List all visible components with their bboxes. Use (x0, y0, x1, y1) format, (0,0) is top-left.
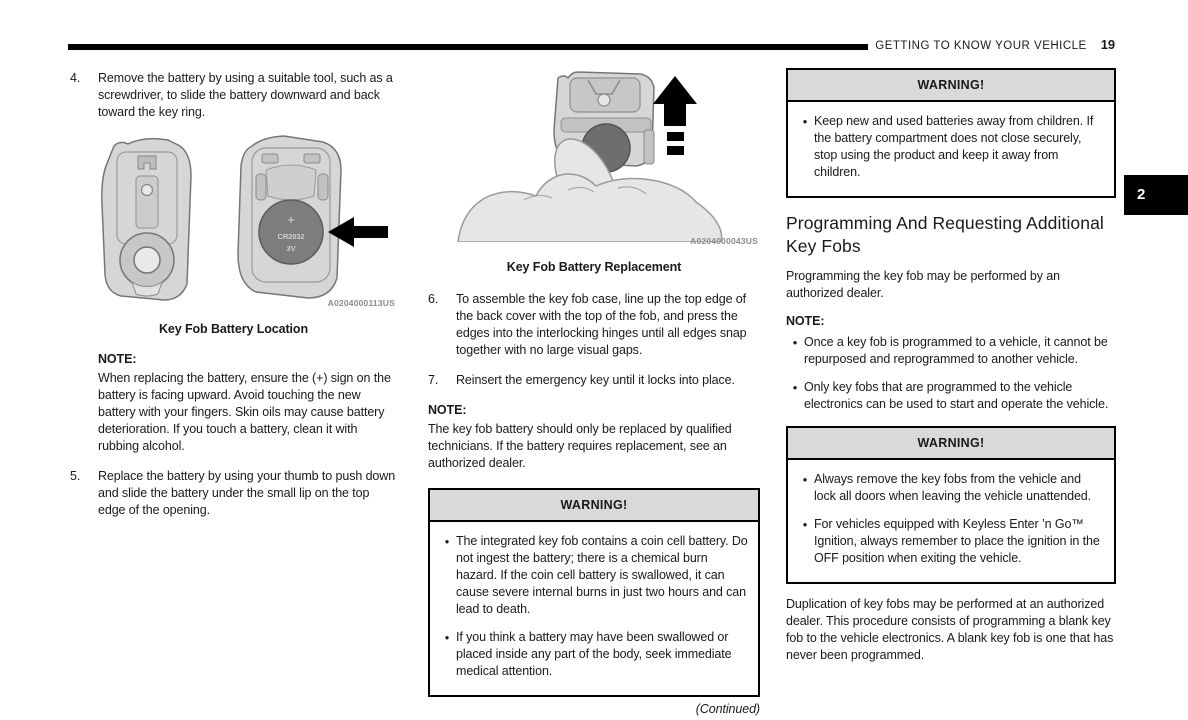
bullet-icon: ● (802, 520, 808, 529)
step-text: Remove the battery by using a suitable tool, such as a screwdriver, to slide the battery downward and back toward the key ring. (98, 71, 393, 119)
warning-bullet: ● The integrated key fob contains a coin cell battery. Do not ingest the battery; there is a chemical burn hazard. If the coin cell battery is swallowed, it can cause severe internal burns in just two hours and can lead to death. (438, 533, 748, 618)
step-number: 4. (70, 71, 81, 85)
warning-title: WARNING! (788, 70, 1114, 102)
figure-key-fob-battery-location (70, 134, 397, 312)
continued-note: (Continued) (695, 702, 760, 716)
warning-box-children (786, 68, 1116, 198)
warning-box-battery (428, 488, 760, 697)
warning-bullet: ● For vehicles equipped with Keyless Enter ’n Go™ Ignition, always remember to place the ignition in the OFF position when exiting the vehicle. (796, 516, 1104, 567)
battery-polarity-label: + (287, 212, 295, 227)
step-4 (70, 70, 397, 121)
battery-model-label: CR2032 (277, 232, 305, 241)
step-number: 6. (428, 292, 439, 306)
step-7 (428, 372, 760, 389)
step-number: 7. (428, 373, 439, 387)
arrow-motion-mark (667, 132, 684, 141)
page-number: 19 (1100, 37, 1115, 52)
bullet-icon: ● (444, 633, 450, 642)
chapter-title: GETTING TO KNOW YOUR VEHICLE (875, 40, 1087, 52)
key-fob-battery-replacement-illustration (428, 70, 760, 242)
step-6 (428, 291, 760, 359)
left-column (70, 70, 397, 532)
note-block (98, 351, 397, 455)
header-rule (68, 44, 868, 50)
section-heading: Programming And Requesting Additional Key Fobs (786, 213, 1104, 256)
page-header (875, 36, 1115, 55)
bullet-icon: ● (444, 537, 450, 546)
note-bullet: ● Once a key fob is programmed to a vehicle, it cannot be repurposed and reprogrammed to another vehicle. (786, 334, 1116, 368)
arrow-motion-mark (667, 146, 684, 155)
note-block (786, 313, 1116, 413)
note-label: NOTE: (428, 403, 467, 417)
hand (458, 174, 722, 242)
note-bullet: ● Only key fobs that are programmed to the vehicle electronics can be used to start and operate the vehicle. (786, 379, 1116, 413)
step-5 (70, 468, 397, 519)
chapter-tab: 2 (1124, 175, 1188, 215)
warning-title: WARNING! (788, 428, 1114, 460)
bullet-icon: ● (802, 475, 808, 484)
intro-paragraph: Programming the key fob may be performed by an authorized dealer. (786, 269, 1061, 300)
figure-caption: Key Fob Battery Replacement (506, 260, 682, 274)
warning-title: WARNING! (430, 490, 758, 522)
warning-bullet: ● If you think a battery may have been swallowed or placed inside any part of the body, seek immediate medical attention. (438, 629, 748, 680)
key-fob-battery-location-illustration (70, 134, 397, 304)
step-text: Replace the battery by using your thumb to push down and slide the battery under the small lip on the top edge of the opening. (98, 469, 396, 517)
step-text: Reinsert the emergency key until it locks into place. (456, 373, 735, 387)
figure-code: A0204000113US (327, 298, 395, 308)
figure-key-fob-battery-replacement (428, 70, 760, 250)
note-text: The key fob battery should only be replaced by qualified technicians. If the battery requires replacement, see an authorized dealer. (428, 422, 732, 470)
bullet-icon: ● (792, 338, 798, 347)
battery-voltage-label: 3V (286, 244, 296, 253)
right-column (786, 68, 1116, 675)
note-label: NOTE: (786, 314, 825, 328)
bullet-icon: ● (792, 383, 798, 392)
slide-up-arrow-icon (653, 76, 697, 126)
note-label: NOTE: (98, 352, 137, 366)
warning-bullet: ● Keep new and used batteries away from children. If the battery compartment does not close securely, stop using the product and keep it away from children. (796, 113, 1104, 181)
bullet-icon: ● (802, 117, 808, 126)
note-text: When replacing the battery, ensure the (+) sign on the battery is facing upward. Avoid touching the new battery with your fingers. Skin oils may cause battery deterioration. If you touch a battery, clean it with rubbing alcohol. (98, 371, 391, 453)
note-block (428, 402, 760, 472)
closing-paragraph: Duplication of key fobs may be performed at an authorized dealer. This procedure consists of programming a blank key fob to the vehicle electronics. A blank key fob is one that has never been programmed. (786, 597, 1114, 662)
figure-caption: Key Fob Battery Location (158, 322, 308, 336)
step-text: To assemble the key fob case, line up the top edge of the back cover with the top of the fob, and press the edges into the interlocking hinges until all edges snap together with no large visual gaps. (456, 292, 747, 357)
figure-code: A0204000043US (690, 236, 758, 246)
warning-bullet: ● Always remove the key fobs from the vehicle and lock all doors when leaving the vehicle unattended. (796, 471, 1104, 505)
step-number: 5. (70, 469, 81, 483)
warning-box-key-fobs (786, 426, 1116, 584)
middle-column (428, 70, 760, 718)
